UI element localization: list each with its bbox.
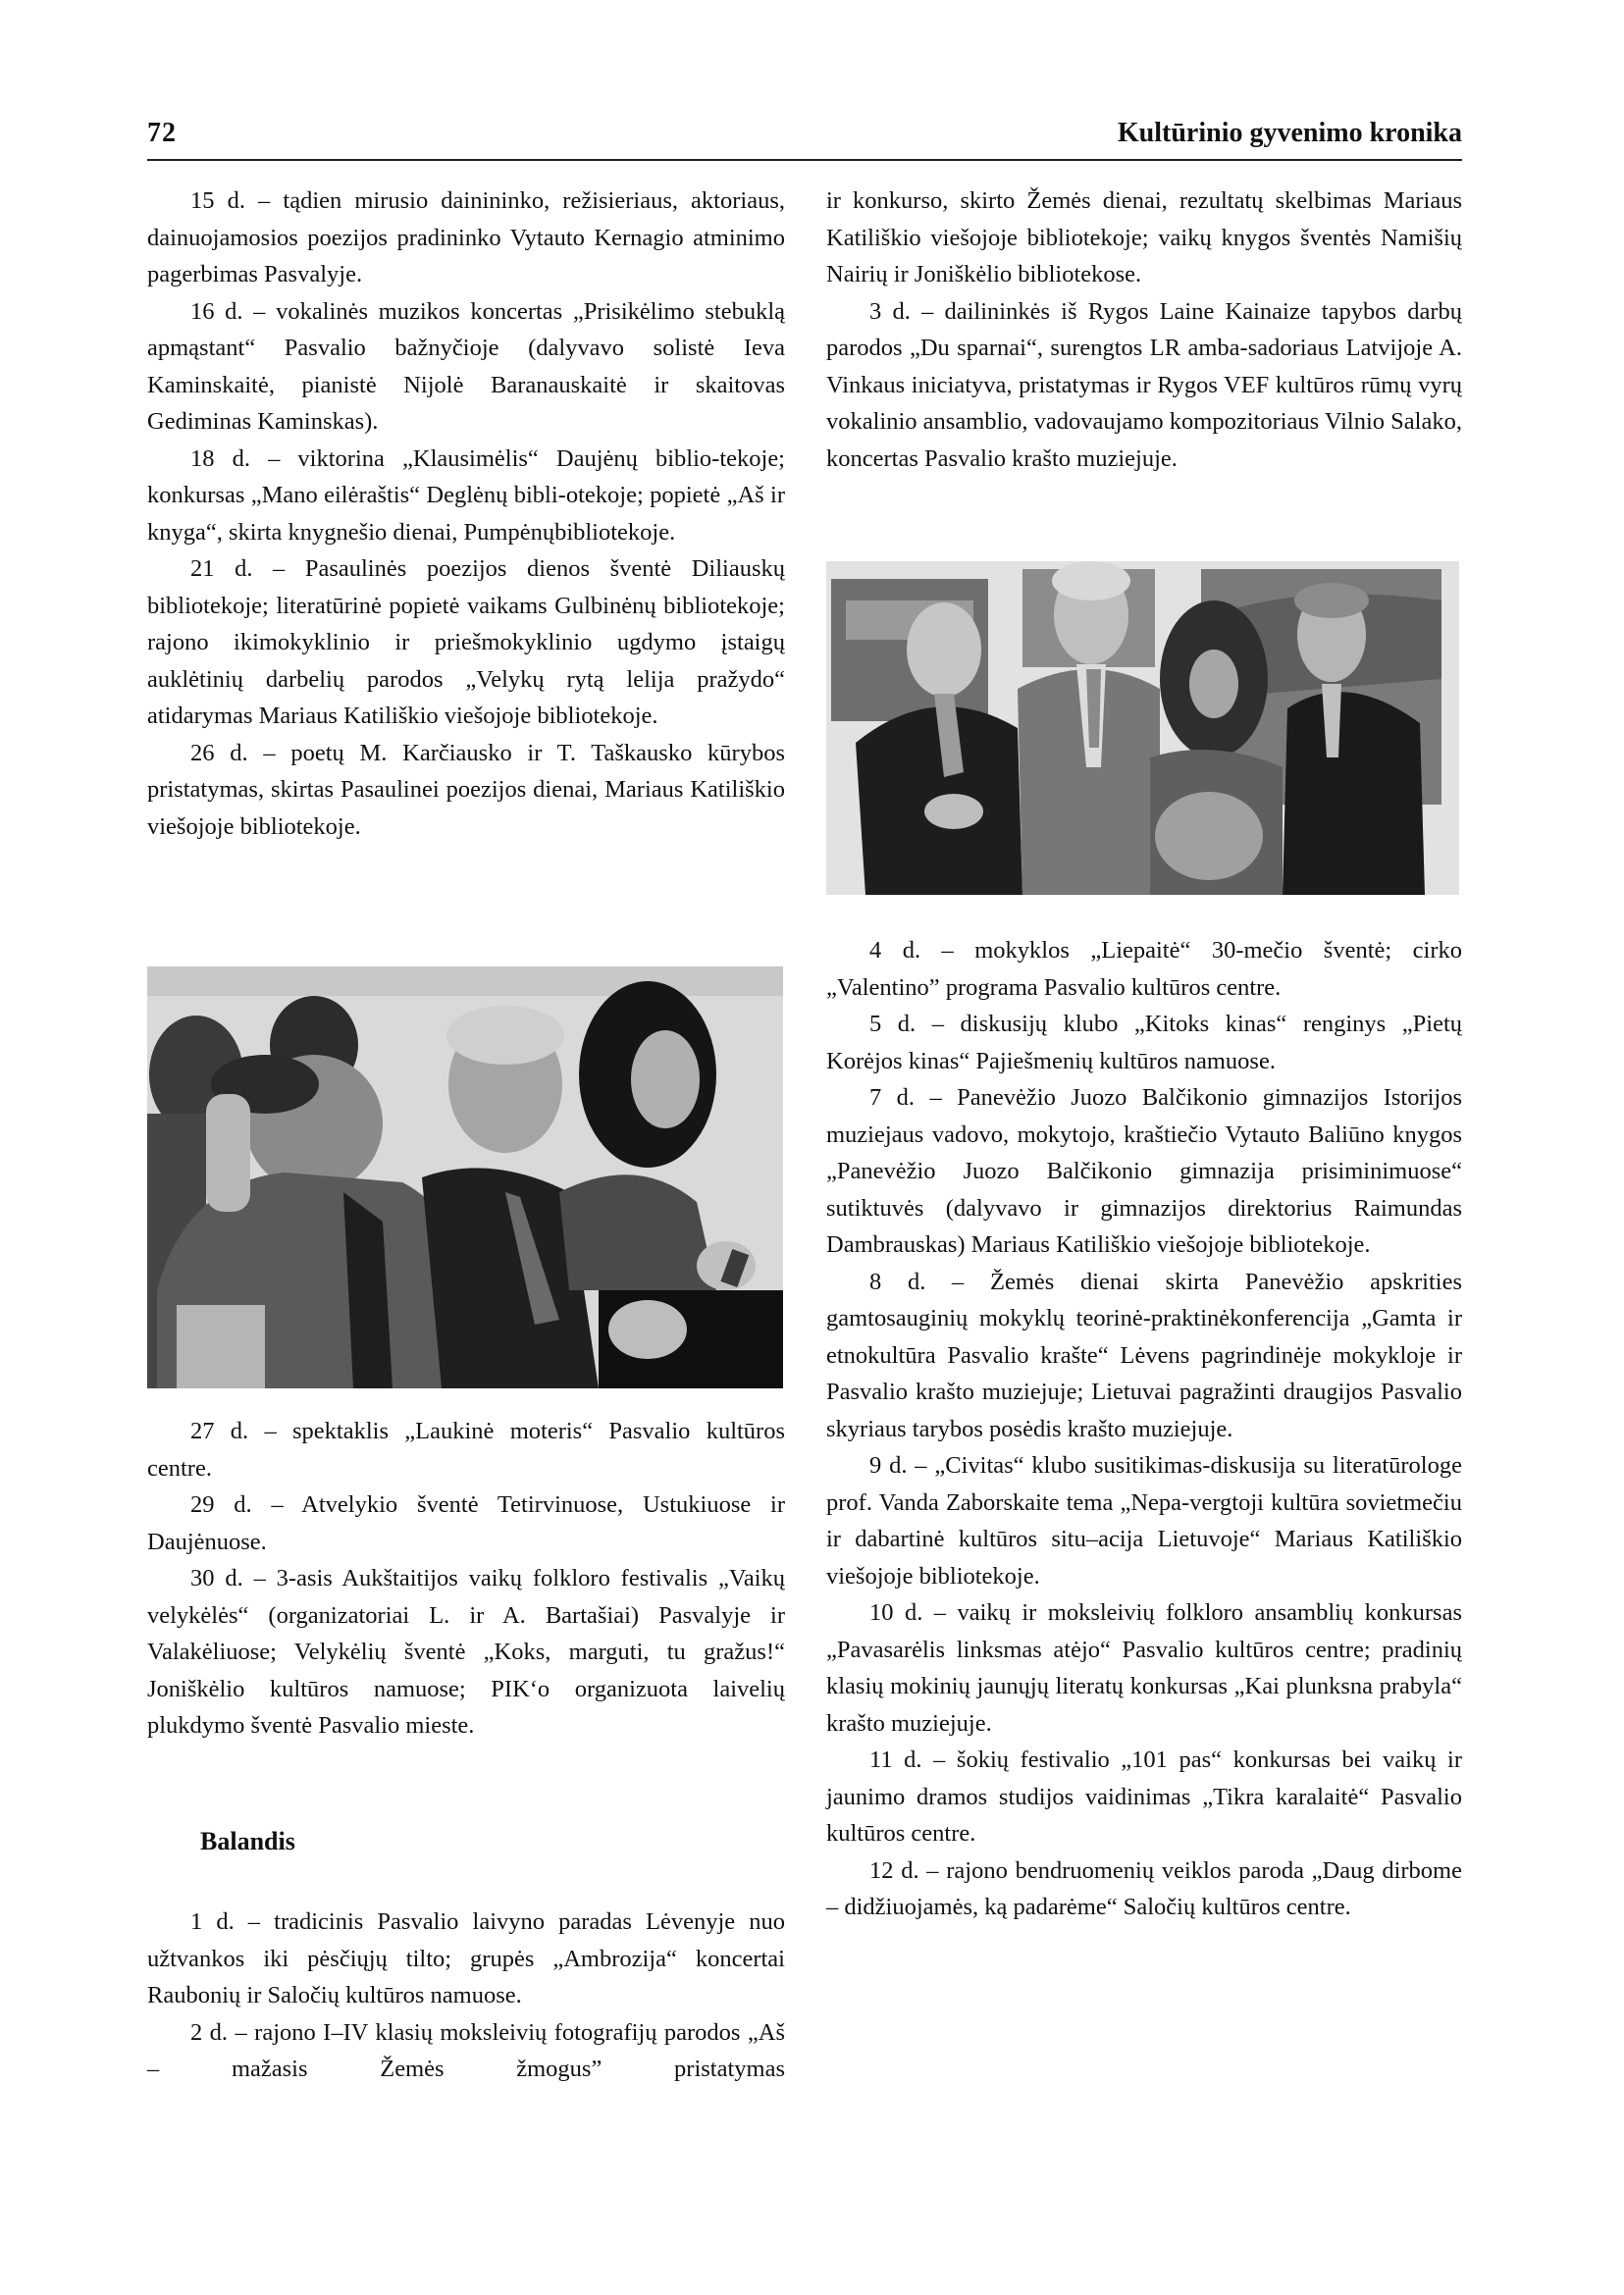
photo-group-image: [826, 561, 1459, 895]
chronicle-entry: 15 d. – tądien mirusio dainininko, režisieriaus, aktoriaus, dainuojamosios poezijos pradininko Vytauto Kernagio atminimo pagerbimas Pasvalyje.: [147, 187, 785, 287]
chronicle-entry: 7 d. – Panevėžio Juozo Balčikonio gimnazijos Istorijos muziejaus vadovo, mokytojo, kraštiečio Vytauto Baliūno knygos „Panevėžio Juozo Balčikonio gimnazija prisiminimuose“ sutiktuvės (dalyvavo ir gimnazijos direktorius Raimundas Dambrauskas) Mariaus Katiliškio viešojoje bibliotekoje.: [826, 1084, 1462, 1258]
left-column-top: [147, 183, 785, 845]
section-heading: Balandis: [200, 1827, 295, 1855]
chronicle-entry: 11 d. – šokių festivalio „101 pas“ konkursas bei vaikų ir jaunimo dramos studijos vaidinimas „Tikra karalaitė“ Pasvalio kultūros centre.: [826, 1747, 1462, 1847]
chronicle-entry: 21 d. – Pasaulinės poezijos dienos šventė Diliauskų bibliotekoje; literatūrinė popietė vaikams Gulbinėnų bibliotekoje; rajono ikimokyklinio ir priešmokyklinio ugdymo įstaigų auklėtinių darbelių parodos „Velykų rytą lelija pražydo“ atidarymas Mariaus Katiliškio viešojoje bibliotekoje.: [147, 555, 785, 729]
page-header: [147, 116, 1462, 161]
running-title: Kultūrinio gyvenimo kronika: [1117, 118, 1462, 148]
chronicle-entry: 8 d. – Žemės dienai skirta Panevėžio apskrities gamtosauginių mokyklų teorinė-praktinėkonferencija „Gamta ir etnokultūra Pasvalio krašte“ Lėvens pagrindinėje mokykloje ir Pasvalio krašto muziejuje; Lietuvai pagražinti draugijos Pasvalio skyriaus tarybos posėdis krašto muziejuje.: [826, 1268, 1462, 1442]
chronicle-entry: 3 d. – dailininkės iš Rygos Laine Kainaize tapybos darbų parodos „Du sparnai“, surengtos LR amba-sadoriaus Latvijoje A. Vinkaus iniciatyva, pristatymas ir Rygos VEF kultūros rūmų vyrų vokalinio ansamblio, vadovaujamo kompozitoriaus Vilnio Salako, koncertas Pasvalio krašto muziejuje.: [826, 297, 1462, 472]
chronicle-entry: 2 d. – rajono I–IV klasių moksleivių fotografijų parodos „Aš – mažasis Žemės žmogus” pristatymas: [147, 2018, 785, 2082]
chronicle-entry: 10 d. – vaikų ir moksleivių folkloro ansamblių konkursas „Pavasarėlis linksmas atėjo“ Pasvalio kultūros centre; pradinių klasių mokinių jaunųjų literatų konkursas „Kai plunksna prabyla“ krašto muziejuje.: [826, 1599, 1462, 1737]
chronicle-entry: 29 d. – Atvelykio šventė Tetirvinuose, Ustukiuose ir Daujėnuose.: [147, 1491, 785, 1555]
chronicle-entry: 4 d. – mokyklos „Liepaitė“ 30-mečio šventė; cirko „Valentino” programa Pasvalio kultūros centre.: [826, 937, 1462, 1001]
chronicle-entry: 30 d. – 3-asis Aukštaitijos vaikų folkloro festivalis „Vaikų velykėlės“ (organizatoriai L. ir A. Bartašiai) Pasvalyje ir Valakėliuose; Velykėlių šventė „Koks, marguti, tu gražus!“ Joniškėlio kultūros namuose; PIK‘o organizuota laivelių plukdymo šventė Pasvalio mieste.: [147, 1565, 785, 1739]
chronicle-entry: 18 d. – viktorina „Klausimėlis“ Daujėnų biblio-tekoje; konkursas „Mano eilėraštis“ Deglėnų bibli-otekoje; popietė „Aš ir knyga“, skirta knygnešio dienai, Pumpėnųbibliotekoje.: [147, 444, 785, 546]
chronicle-entry: 5 d. – diskusijų klubo „Kitoks kinas“ renginys „Pietų Korėjos kinas“ Pajiešmenių kultūros namuose.: [826, 1011, 1462, 1074]
chronicle-entry: 12 d. – rajono bendruomenių veiklos paroda „Daug dirbome – didžiuojamės, ką padarėme“ Saločių kultūros centre.: [826, 1856, 1462, 1920]
chronicle-entry: 1 d. – tradicinis Pasvalio laivyno paradas Lėvenyje nuo užtvankos iki pėsčiųjų tilto; grupės „Ambrozija“ koncertai Raubonių ir Saločių kultūros namuose.: [147, 1908, 785, 2008]
chronicle-entry: 26 d. – poetų M. Karčiausko ir T. Taškausko kūrybos pristatymas, skirtas Pasaulinei poezijos dienai, Mariaus Katiliškio viešojoje bibliotekoje.: [147, 739, 785, 840]
chronicle-entry: 16 d. – vokalinės muzikos koncertas „Prisikėlimo stebuklą apmąstant“ Pasvalio bažnyčioje (dalyvavo solistė Ieva Kaminskaitė, pianistė Nijolė Baranauskaitė ir skaitovas Gediminas Kaminskas).: [147, 297, 785, 435]
photo-audience-image: [147, 966, 783, 1388]
photo-audience: [147, 966, 783, 1388]
right-column-bottom: [826, 932, 1462, 1926]
chronicle-entry: 9 d. – „Civitas“ klubo susitikimas-diskusija su literatūrologe prof. Vanda Zaborskaite tema „Nepa-vergtoji kultūra sovietmečiu ir dabartinė kultūros situ–acija Lietuvoje“ Mariaus Katiliškio viešojoje bibliotekoje.: [826, 1452, 1462, 1590]
left-column-bottom: [147, 1413, 785, 1745]
right-column-top: [826, 183, 1462, 477]
left-column-april: [147, 1904, 785, 2088]
page-number: 72: [147, 118, 177, 148]
section-balandis: [147, 1823, 785, 1860]
chronicle-entry: 27 d. – spektaklis „Laukinė moteris“ Pasvalio kultūros centre.: [147, 1418, 785, 1482]
photo-group: [826, 561, 1459, 895]
chronicle-entry-continued: ir konkurso, skirto Žemės dienai, rezultatų skelbimas Mariaus Katiliškio viešojoje bibliotekoje; vaikų knygos šventės Namišių Nairių ir Joniškėlio bibliotekose.: [826, 187, 1462, 287]
